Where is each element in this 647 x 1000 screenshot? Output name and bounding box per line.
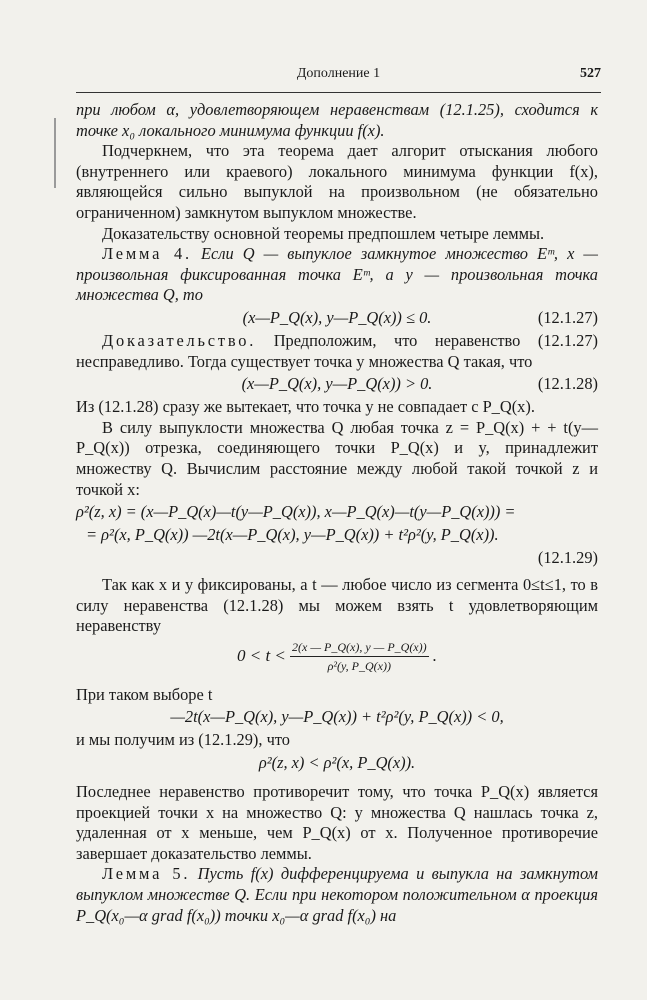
lemma-label: Лемма 5.: [102, 864, 191, 884]
paragraph: Доказательству основной теоремы предпошлем четыре леммы.: [102, 223, 545, 243]
equation: ρ²(z, x) = (x—P_Q(x)—t(y—P_Q(x)), x—P_Q(x)—t(y—P_Q(x))) =: [76, 502, 516, 522]
paragraph: При таком выборе t: [76, 684, 213, 704]
proof: [76, 331, 598, 372]
paragraph: Последнее неравенство противоречит тому, что точка P_Q(x) является проекцией точки x на множество Q: у множества Q нашлась точка z, удаленная от x меньше, чем P_Q(x) от x. Полученное противоречие завершает доказательство леммы.: [76, 782, 598, 863]
proof-text: Предположим, что неравенство (12.1.27) несправедливо. Тогда существует точка y множества Q такая, что: [76, 330, 598, 371]
equation-12-1-29-line1: [76, 502, 598, 523]
equation-12-1-28: [76, 374, 598, 395]
running-header: [76, 66, 601, 88]
paragraph: Из (12.1.28) сразу же вытекает, что точка y не совпадает с P_Q(x).: [76, 397, 535, 417]
header-title: Дополнение 1: [296, 66, 381, 81]
paragraph-continuation: при любом α, удовлетворяющем неравенствам (12.1.25), сходится к точке x₀ локального минимума функции f(x).: [76, 100, 598, 140]
equation-12-1-29-line2: [76, 525, 598, 546]
paragraph: Подчеркнем, что эта теорема дает алгорит отыскания любого (внутреннего или краевого) локального минимума функции f(x), являющейся сильно выпуклой на произвольном (не обязательно ограниченном) замкнутом выпуклом множестве.: [76, 141, 598, 222]
fraction: [290, 639, 429, 674]
lemma-5: [76, 864, 598, 926]
fraction-inequality: [76, 639, 598, 683]
lemma-statement: Пусть f(x) дифференцируема и выпукла на замкнутом выпуклом множестве Q. Если при некотором положительном α проекция P_Q(x₀—α grad f(x₀)) точки x₀—α grad f(x₀) на: [76, 864, 598, 925]
inequality-lhs: 0 < t <: [236, 646, 286, 666]
page-number: 527: [580, 66, 601, 81]
equation-12-1-29-number: [76, 548, 598, 569]
equation: —2t(x—P_Q(x), y—P_Q(x)) + t²ρ²(y, P_Q(x)) < 0,: [170, 707, 504, 727]
paragraph: Так как x и y фиксированы, а t — любое число из сегмента 0≤t≤1, то в силу неравенства (12.1.28) мы можем взять t удовлетворяющим неравенству: [76, 575, 598, 636]
equation-12-1-27: [76, 308, 598, 329]
text-column: [76, 100, 598, 926]
equation: (x—P_Q(x), y—P_Q(x)) ≤ 0.: [242, 307, 432, 327]
lemma-statement: Если Q — выпуклое замкнутое множество Eᵐ, x — произвольная фиксированная точка Eᵐ, а y — произвольная точка множества Q, то: [76, 244, 598, 305]
equation: = ρ²(x, P_Q(x)) —2t(x—P_Q(x), y—P_Q(x)) + t²ρ²(y, P_Q(x)).: [86, 525, 499, 545]
margin-mark: [54, 118, 56, 188]
proof-label: Доказательство.: [102, 330, 257, 350]
equation: (x—P_Q(x), y—P_Q(x)) > 0.: [241, 374, 433, 394]
fraction-denominator: ρ²(y, P_Q(x)): [327, 658, 391, 673]
equation-number: (12.1.28): [537, 374, 598, 394]
lemma-label: Лемма 4.: [102, 244, 192, 264]
equation-distance: [76, 753, 598, 774]
paragraph: В силу выпуклости множества Q любая точка z = P_Q(x) + + t(y—P_Q(x)) отрезка, соединяющего точки P_Q(x) и y, принадлежит множеству Q. Вычислим расстояние между любой такой точкой z и точкой x:: [76, 417, 598, 499]
equation-number: (12.1.29): [537, 548, 598, 568]
paragraph: и мы получим из (12.1.29), что: [76, 730, 290, 750]
lemma-4: [76, 244, 598, 306]
equation: ρ²(z, x) < ρ²(x, P_Q(x)).: [258, 753, 416, 773]
fraction-numerator: 2(x — P_Q(x), y — P_Q(x)): [290, 639, 429, 657]
equation-choice: [76, 707, 598, 728]
equation-number: (12.1.27): [537, 307, 598, 327]
header-rule: [76, 92, 601, 93]
inequality-tail: .: [432, 646, 437, 666]
